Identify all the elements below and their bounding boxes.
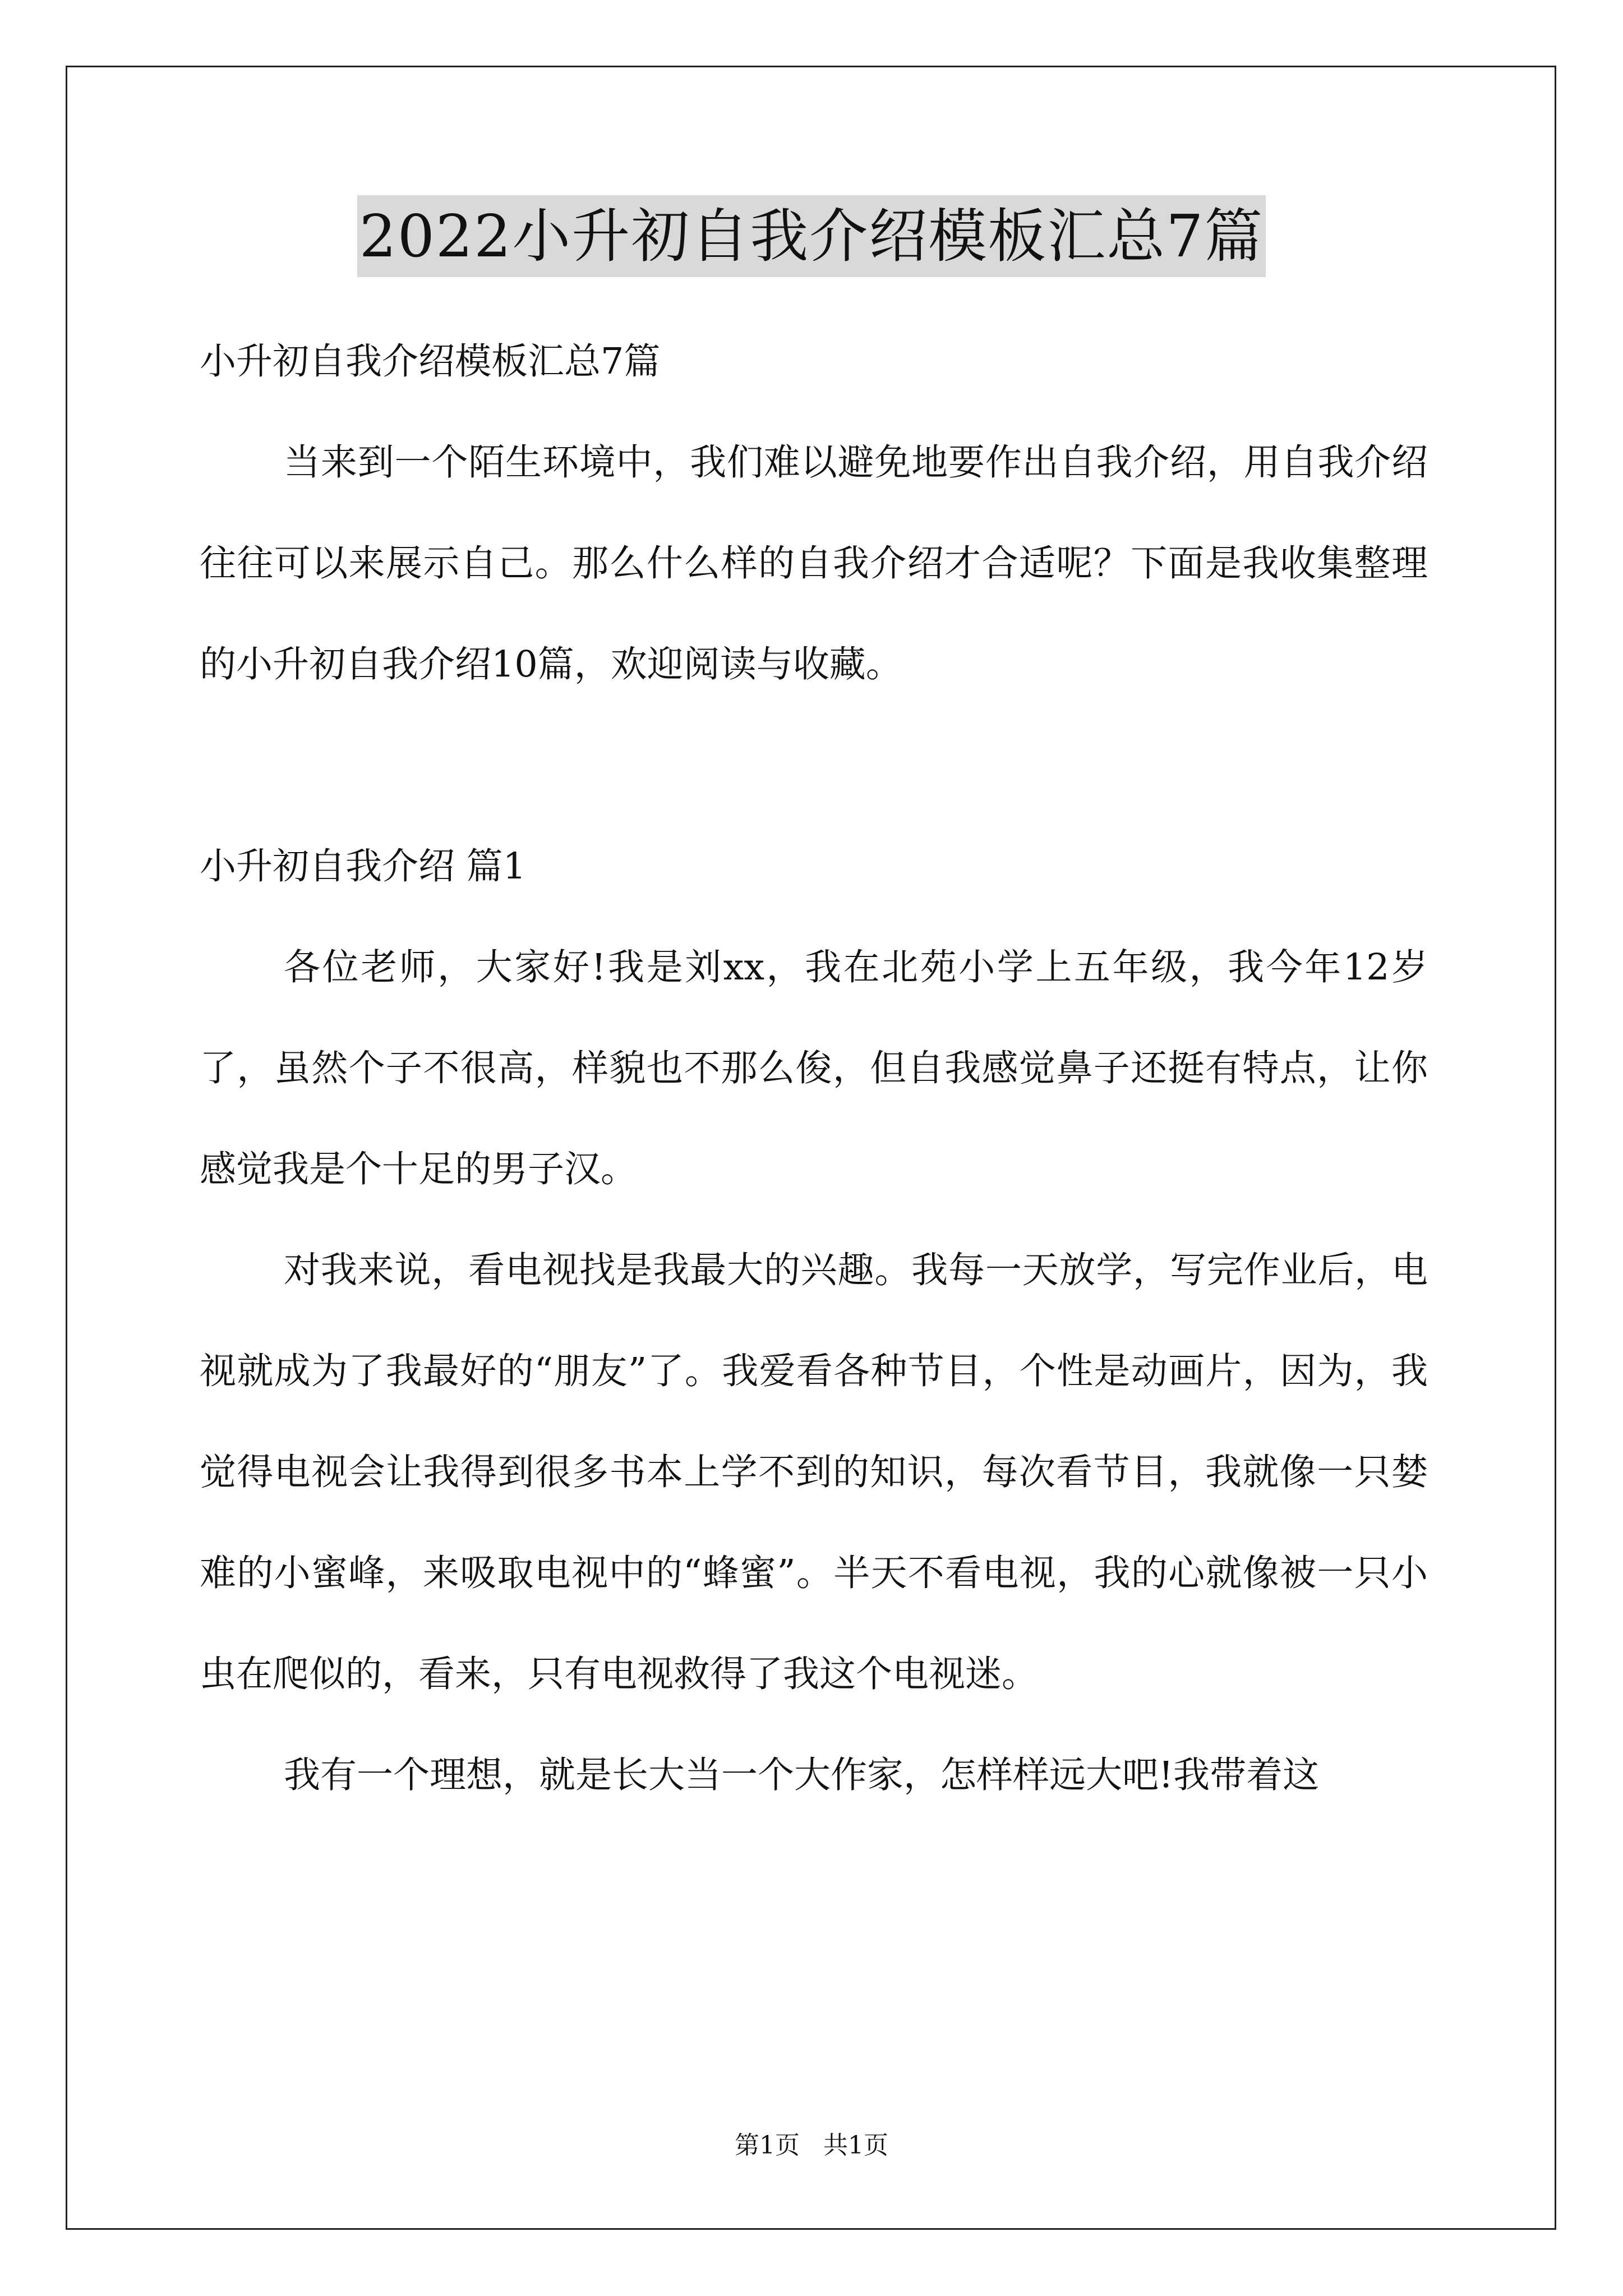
document-title: 2022小升初自我介绍模板汇总7篇: [357, 195, 1266, 277]
body-paragraph: 对我来说，看电视找是我最大的兴趣。我每一天放学，写完作业后，电视就成为了我最好的“朋友”了。我爱看各种节目，个性是动画片，因为，我觉得电视会让我得到很多书本上学不到的知识，每次看节目，我就像一只婪难的小蜜峰，来吸取电视中的“蜂蜜”。半天不看电视，我的心就像被一只小虫在爬似的，看来，只有电视救得了我这个电视迷。: [200, 1249, 1428, 1695]
page-footer: [0, 2129, 1623, 2162]
blank-line: [200, 715, 1428, 816]
section-heading: 小升初自我介绍 篇1: [200, 845, 527, 887]
page-number: 第1页: [735, 2131, 800, 2160]
intro-paragraph: 当来到一个陌生环境中，我们难以避免地要作出自我介绍，用自我介绍往往可以来展示自己。那么什么样的自我介绍才合适呢？下面是我收集整理的小升初自我介绍10篇，欢迎阅读与收藏。: [200, 441, 1428, 685]
body-paragraph: 各位老师，大家好!我是刘xx，我在北苑小学上五年级，我今年12岁了，虽然个子不很高，样貌也不那么俊，但自我感觉鼻子还挺有特点，让你感觉我是个十足的男子汉。: [200, 946, 1428, 1190]
page-total: 共1页: [823, 2131, 888, 2160]
document-subtitle: 小升初自我介绍模板汇总7篇: [200, 341, 661, 383]
title-container: [0, 195, 1623, 277]
body-paragraph: 我有一个理想，就是长大当一个大作家，怎样样远大吧!我带着这: [284, 1754, 1320, 1796]
document-body: [200, 311, 1428, 1826]
